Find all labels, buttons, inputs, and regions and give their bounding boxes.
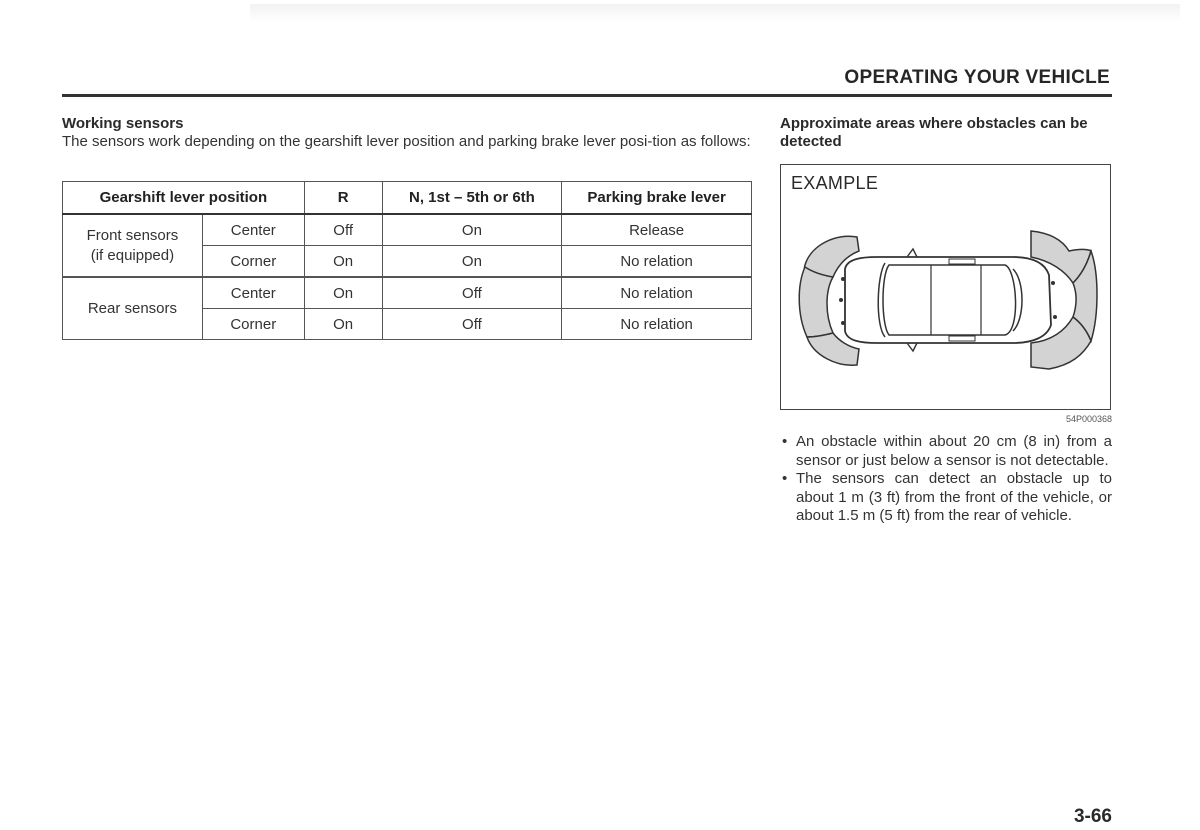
front-sensors-label-line2: (if equipped) (90, 246, 175, 264)
header-parking-brake: Parking brake lever (562, 182, 752, 215)
table-cell: On (304, 277, 382, 309)
table-cell: Center (202, 214, 304, 246)
table-cell: On (304, 246, 382, 278)
list-item (780, 433, 1112, 470)
example-figure (780, 164, 1111, 410)
sensor-dot (1053, 315, 1057, 319)
sensor-dot (841, 321, 845, 325)
table-cell: No relation (562, 277, 752, 309)
side-mirror (907, 343, 917, 351)
table-cell: Center (202, 277, 304, 309)
note-text: An obstacle within about 20 cm (8 in) from a sensor or just below a sensor is not detectable. (796, 433, 1112, 469)
page-header-title: OPERATING YOUR VEHICLE (844, 67, 1110, 88)
note-text: The sensors can detect an obstacle up to about 1 m (3 ft) from the front of the vehicle, or about 1.5 m (5 ft) from the rear of vehicle. (796, 470, 1112, 524)
side-mirror (907, 249, 917, 257)
front-sensors-label-line1: Front sensors (86, 226, 179, 244)
table-cell: On (382, 246, 562, 278)
table-cell: Off (382, 309, 562, 340)
table-cell: Off (382, 277, 562, 309)
header-gearshift-position: Gearshift lever position (63, 182, 305, 215)
header-r: R (304, 182, 382, 215)
working-sensors-heading: Working sensors (62, 115, 184, 132)
sensor-table (62, 181, 752, 340)
table-cell: Release (562, 214, 752, 246)
figure-code: 54P000368 (1065, 414, 1112, 424)
list-item (780, 470, 1112, 526)
table-row (63, 277, 752, 309)
car-roof (883, 265, 1016, 335)
car-sensor-zones-illustration (781, 165, 1112, 411)
example-label: EXAMPLE (791, 173, 879, 193)
page-number: 3-66 (1073, 806, 1112, 827)
table-row (63, 214, 752, 246)
working-sensors-intro: The sensors work depending on the gearshift lever position and parking brake lever posi-tion as follows: (62, 133, 751, 150)
header-n-1st-6th: N, 1st – 5th or 6th (382, 182, 562, 215)
table-cell: On (304, 309, 382, 340)
scan-shadow (250, 4, 1180, 22)
sensor-dot (839, 298, 843, 302)
table-cell: On (382, 214, 562, 246)
front-center-zone (799, 267, 833, 337)
table-cell: No relation (562, 309, 752, 340)
front-sensors-label (63, 214, 203, 277)
table-cell: Corner (202, 309, 304, 340)
obstacle-areas-heading: Approximate areas where obstacles can be detected (780, 115, 1088, 150)
bullet: • (782, 433, 788, 450)
sensor-dot (841, 277, 845, 281)
table-cell: No relation (562, 246, 752, 278)
table-cell: Off (304, 214, 382, 246)
obstacle-notes (780, 433, 1112, 526)
table-header-row (63, 182, 752, 215)
sensor-dot (1051, 281, 1055, 285)
header-rule (62, 94, 1112, 97)
bullet: • (782, 470, 788, 487)
rear-sensors-label: Rear sensors (63, 277, 203, 340)
table-cell: Corner (202, 246, 304, 278)
